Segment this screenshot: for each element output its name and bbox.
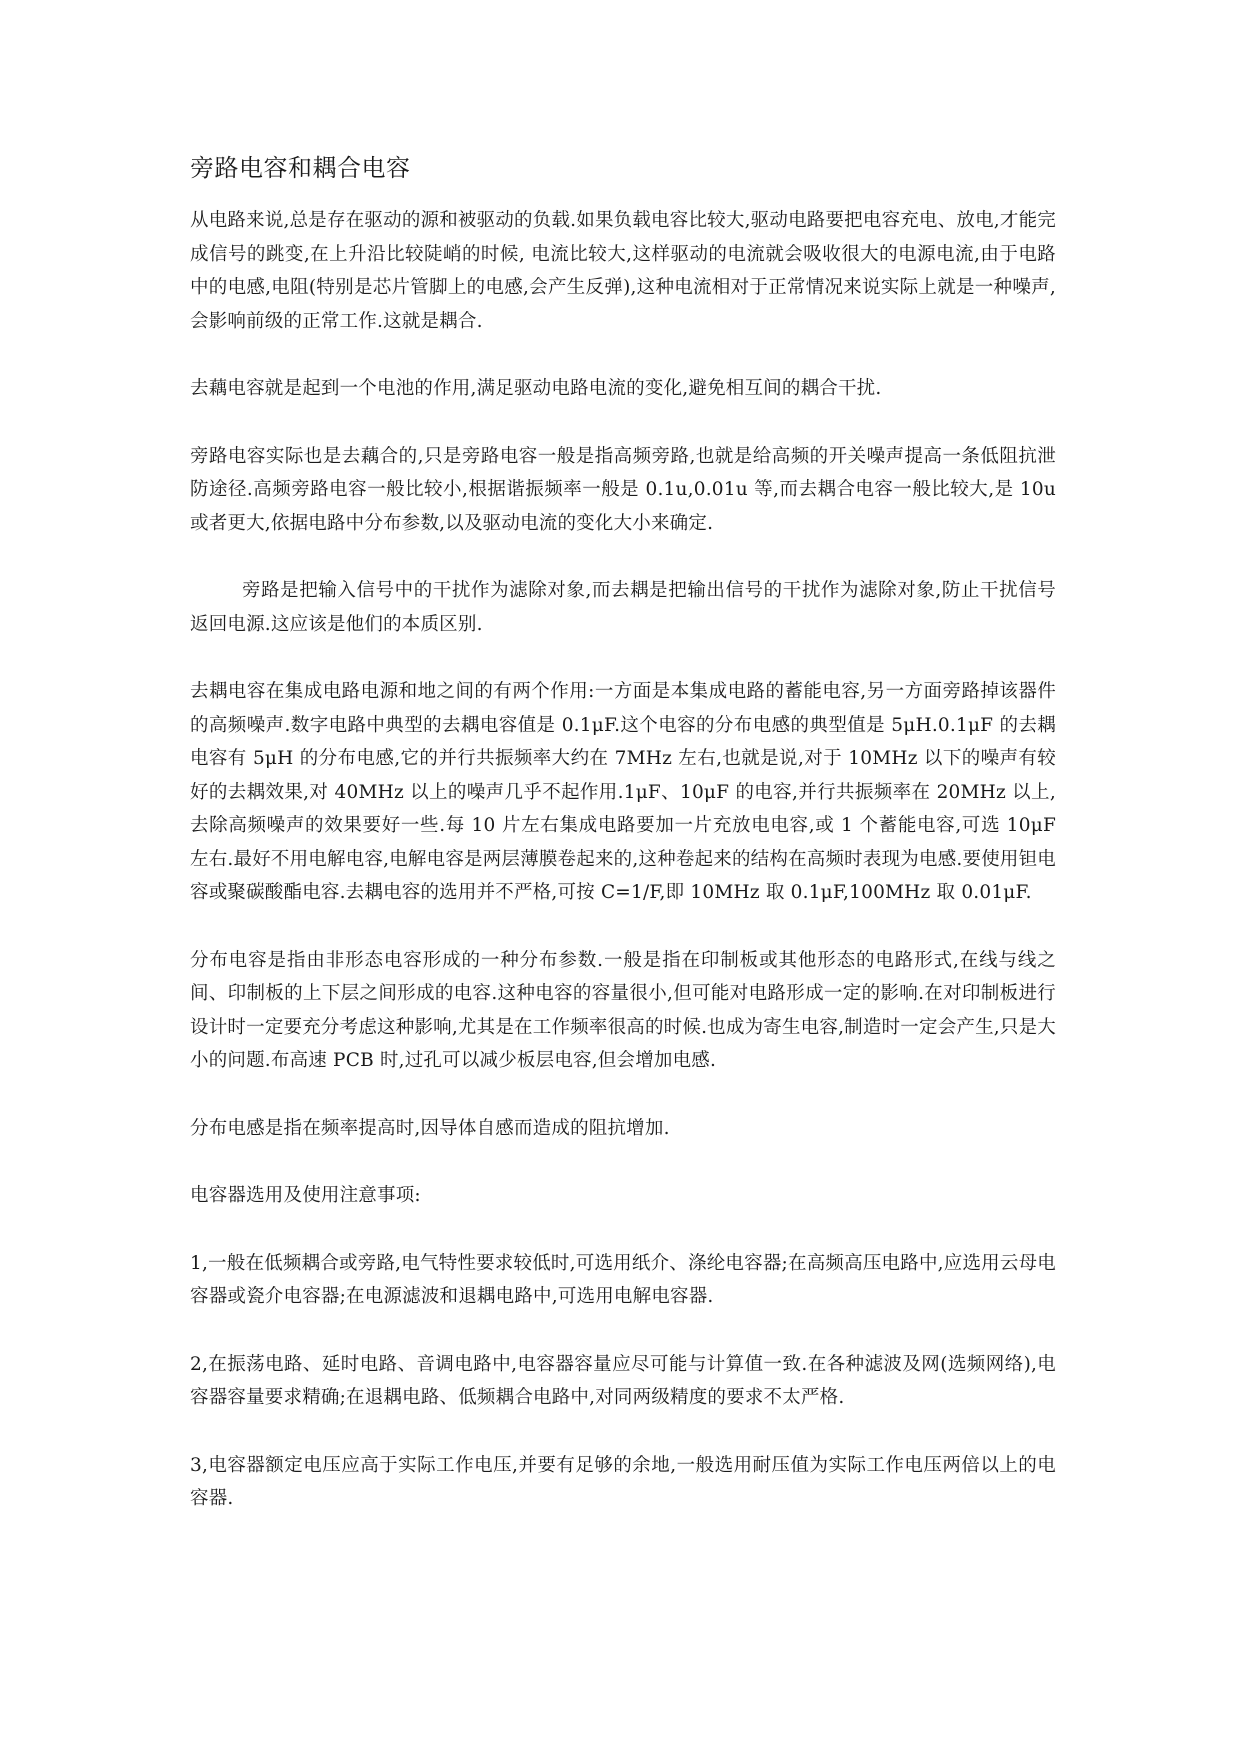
paragraph-decoupling-roles: 去耦电容在集成电路电源和地之间的有两个作用:一方面是本集成电路的蓄能电容,另一方面旁路掉该器件的高频噪声.数字电路中典型的去耦电容值是 0.1μF.这个电容的分布电感的典型值是 5μH.0.1μF 的去耦电容有 5μH 的分布电感,它的并行共振频率大约在 7MHz 左右,也就是说,对于 10MHz 以下的噪声有较好的去耦效果,对 40MHz 以上的噪声几乎不起作用.1μF、10μF 的电容,并行共振频率在 20MHz 以上,去除高频噪声的效果要好一些.每 10 片左右集成电路要加一片充放电电容,或 1 个蓄能电容,可选 10μF 左右.最好不用电解电容,电解电容是两层薄膜卷起来的,这种卷起来的结构在高频时表现为电感.要使用钽电容或聚碳酸酯电容.去耦电容的选用并不严格,可按 C=1/F,即 10MHz 取 0.1μF,100MHz 取 0.01μF.	[190, 681, 1056, 903]
paragraph-distributed-capacitance: 分布电容是指由非形态电容形成的一种分布参数.一般是指在印制板或其他形态的电路形式,在线与线之间、印制板的上下层之间形成的电容.这种电容的容量很小,但可能对电路形成一定的影响.在对印制板进行设计时一定要充分考虑这种影响,尤其是在工作频率很高的时候.也成为寄生电容,制造时一定会产生,只是大小的问题.布高速 PCB 时,过孔可以减少板层电容,但会增加电感.	[190, 949, 1056, 1071]
paragraph-decoupling: 去藕电容就是起到一个电池的作用,满足驱动电路电流的变化,避免相互间的耦合干扰.	[190, 378, 882, 399]
paragraph-note-1: 1,一般在低频耦合或旁路,电气特性要求较低时,可选用纸介、涤纶电容器;在高频高压电路中,应选用云母电容器或瓷介电容器;在电源滤波和退耦电路中,可选用电解电容器.	[190, 1252, 1056, 1307]
paragraph-distributed-inductance: 分布电感是指在频率提高时,因导体自感而造成的阻抗增加.	[190, 1117, 670, 1139]
document-body	[190, 150, 1056, 1550]
paragraph-difference: 旁路是把输入信号中的干扰作为滤除对象,而去耦是把输出信号的干扰作为滤除对象,防止干扰信号返回电源.这应该是他们的本质区别.	[190, 580, 1056, 635]
paragraph-coupling: 从电路来说,总是存在驱动的源和被驱动的负载.如果负载电容比较大,驱动电路要把电容充电、放电,才能完成信号的跳变,在上升沿比较陡峭的时候, 电流比较大,这样驱动的电流就会吸收很大的电源电流,由于电路中的电感,电阻(特别是芯片管脚上的电感,会产生反弹),这种电流相对于正常情况来说实际上就是一种噪声,会影响前级的正常工作.这就是耦合.	[190, 210, 1056, 332]
document-title: 旁路电容和耦合电容	[190, 154, 411, 182]
paragraph-notes-heading: 电容器选用及使用注意事项:	[190, 1185, 421, 1206]
paragraph-bypass: 旁路电容实际也是去藕合的,只是旁路电容一般是指高频旁路,也就是给高频的开关噪声提高一条低阻抗泄防途径.高频旁路电容一般比较小,根据谐振频率一般是 0.1u,0.01u 等,而去耦合电容一般比较大,是 10u 或者更大,依据电路中分布参数,以及驱动电流的变化大小来确定.	[190, 445, 1056, 534]
paragraph-note-2: 2,在振荡电路、延时电路、音调电路中,电容器容量应尽可能与计算值一致.在各种滤波及网(选频网络),电容器容量要求精确;在退耦电路、低频耦合电路中,对同两级精度的要求不太严格.	[190, 1353, 1056, 1408]
paragraph-note-3: 3,电容器额定电压应高于实际工作电压,并要有足够的余地,一般选用耐压值为实际工作电压两倍以上的电容器.	[190, 1454, 1056, 1509]
